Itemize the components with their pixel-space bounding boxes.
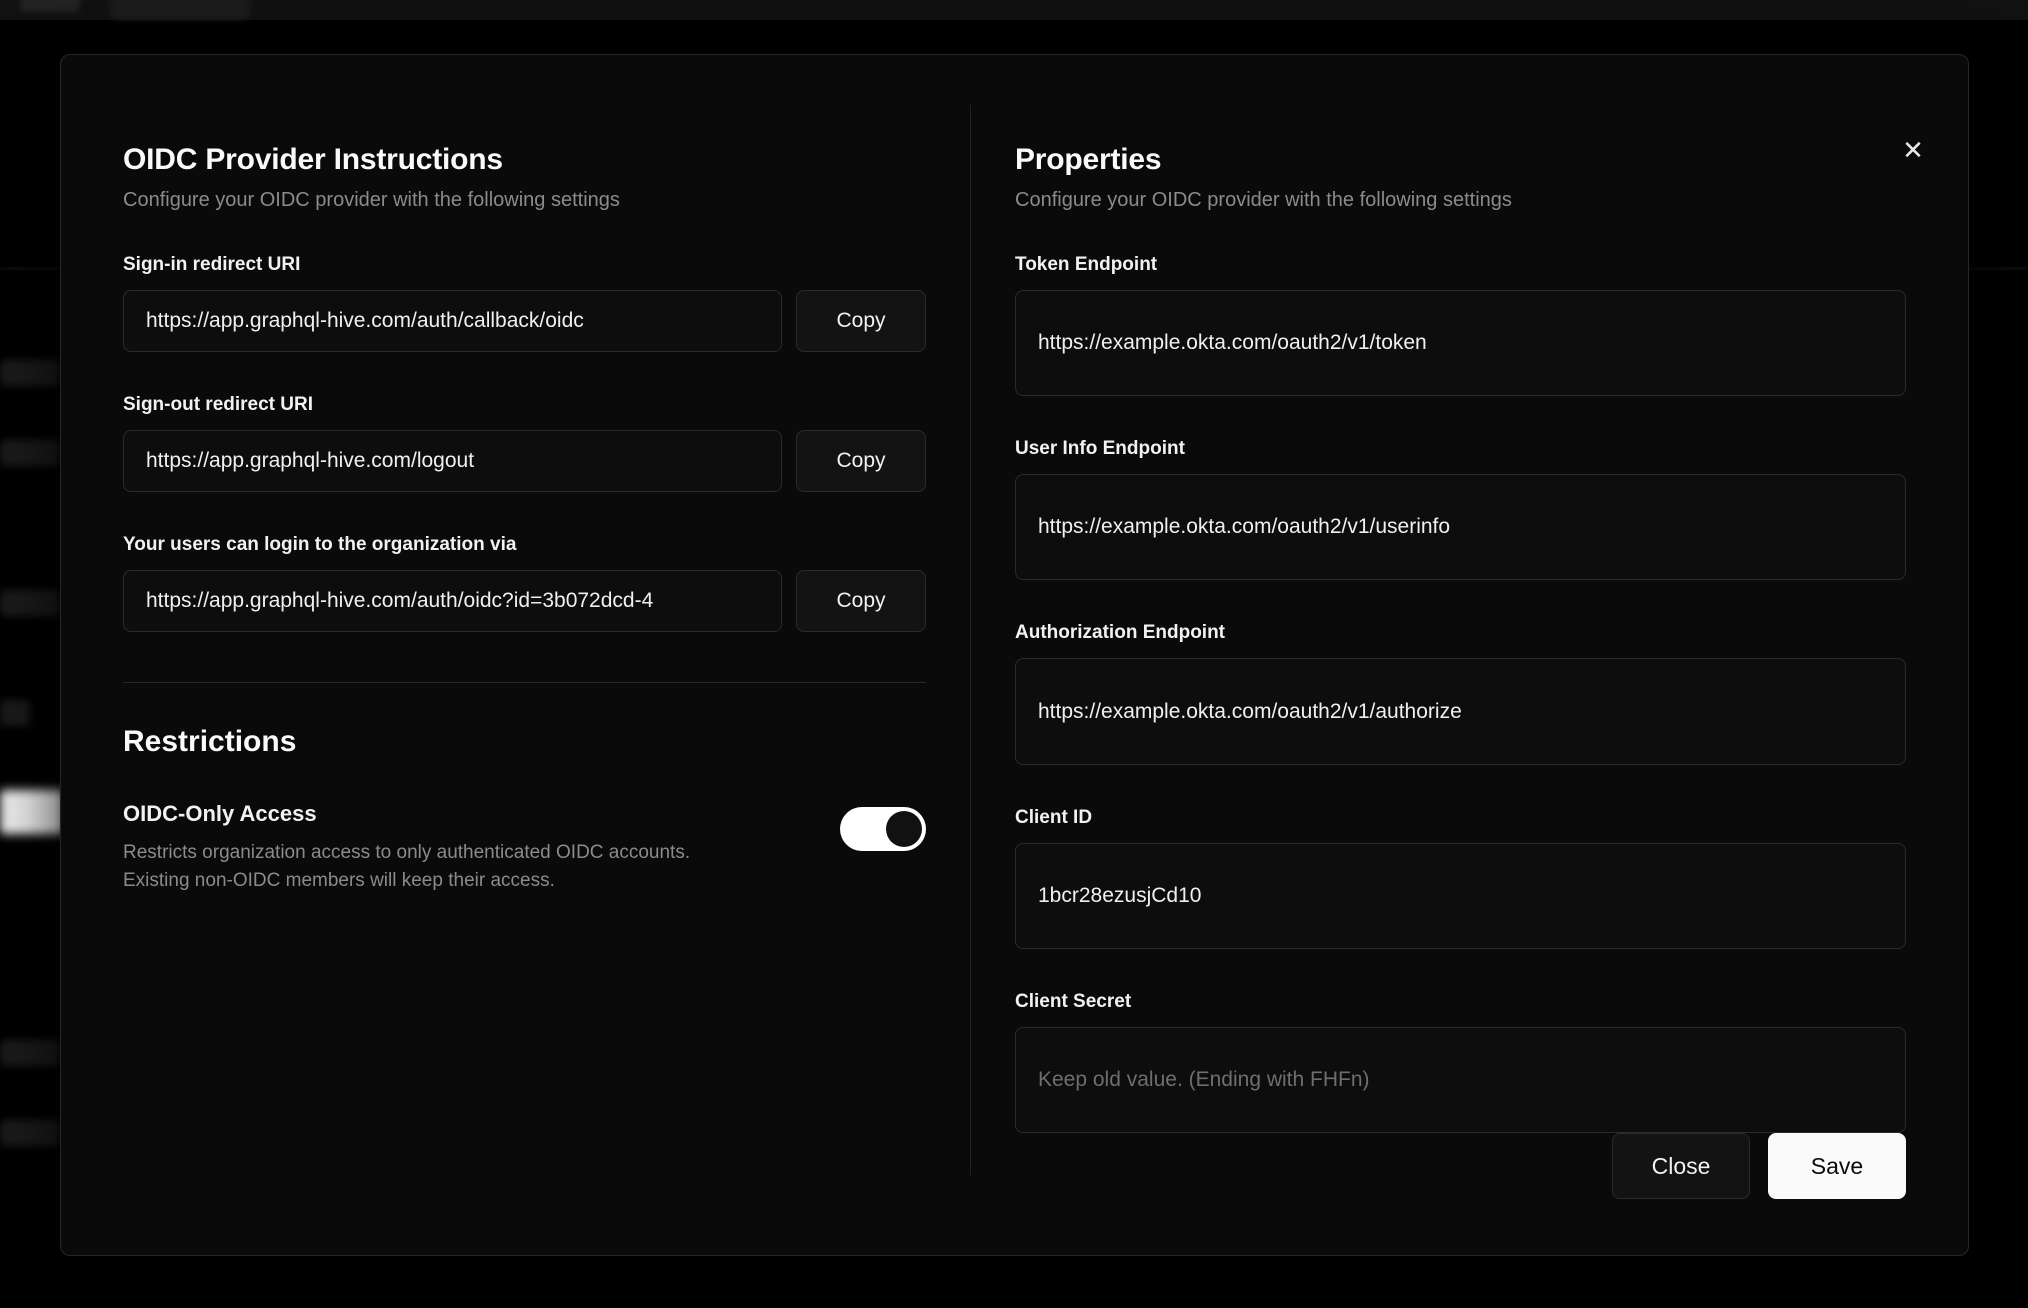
browser-toolbar	[0, 0, 2028, 20]
background-block	[0, 440, 60, 466]
browser-tab-secondary	[20, 0, 80, 12]
toggle-knob	[886, 811, 922, 847]
login-url-input[interactable]	[123, 570, 782, 632]
properties-subtitle: Configure your OIDC provider with the following settings	[1015, 189, 1512, 211]
oidc-only-access-description-line1: Restricts organization access to only authenticated OIDC accounts.	[123, 842, 691, 863]
signout-redirect-row	[123, 430, 926, 492]
authorization-endpoint-label: Authorization Endpoint	[1015, 622, 1226, 644]
save-button[interactable]: Save	[1768, 1133, 1906, 1199]
token-endpoint-label: Token Endpoint	[1015, 254, 1158, 275]
background-block	[0, 1120, 60, 1146]
oidc-only-access-description-line2: Existing non-OIDC members will keep their access.	[123, 869, 555, 891]
background-highlight	[0, 790, 64, 834]
oidc-only-access-row	[123, 801, 926, 894]
client-secret-input[interactable]	[1015, 1027, 1906, 1133]
background-block	[0, 590, 60, 616]
userinfo-endpoint-label: User Info Endpoint	[1015, 438, 1185, 460]
signout-redirect-label: Sign-out redirect URI	[123, 394, 314, 415]
close-button[interactable]: Close	[1612, 1133, 1750, 1199]
client-secret-label: Client Secret	[1015, 990, 1132, 1012]
login-url-row	[123, 570, 926, 632]
background-block	[0, 360, 60, 386]
background-block	[0, 1040, 60, 1066]
page-subtitle: Configure your OIDC provider with the following settings	[123, 189, 620, 211]
oidc-instructions-panel	[61, 105, 971, 1175]
oidc-provider-modal	[60, 54, 1969, 1256]
login-url-label: Your users can login to the organization via	[123, 534, 517, 555]
signout-redirect-input[interactable]	[123, 430, 782, 492]
client-id-label: Client ID	[1015, 806, 1093, 828]
background-block	[0, 700, 30, 726]
copy-signin-redirect-button[interactable]: Copy	[796, 290, 926, 352]
page-title: OIDC Provider Instructions	[123, 143, 503, 176]
signin-redirect-label: Sign-in redirect URI	[123, 254, 301, 275]
restrictions-title: Restrictions	[123, 725, 297, 758]
copy-login-url-button[interactable]: Copy	[796, 570, 926, 632]
copy-signout-redirect-button[interactable]: Copy	[796, 430, 926, 492]
userinfo-endpoint-input[interactable]	[1015, 474, 1906, 580]
client-id-input[interactable]	[1015, 843, 1906, 949]
authorization-endpoint-input[interactable]	[1015, 658, 1906, 764]
oidc-only-access-text	[123, 801, 690, 894]
close-icon[interactable]: ✕	[1896, 133, 1930, 167]
token-endpoint-input[interactable]	[1015, 290, 1906, 396]
signin-redirect-row	[123, 290, 926, 352]
section-divider	[123, 682, 926, 683]
signin-redirect-input[interactable]	[123, 290, 782, 352]
oidc-only-access-toggle[interactable]	[840, 807, 926, 851]
oidc-properties-panel	[971, 105, 1968, 1255]
modal-actions	[1015, 1133, 1906, 1199]
oidc-only-access-label: OIDC-Only Access	[123, 801, 317, 826]
browser-tab	[110, 0, 250, 20]
properties-title: Properties	[1015, 143, 1162, 176]
